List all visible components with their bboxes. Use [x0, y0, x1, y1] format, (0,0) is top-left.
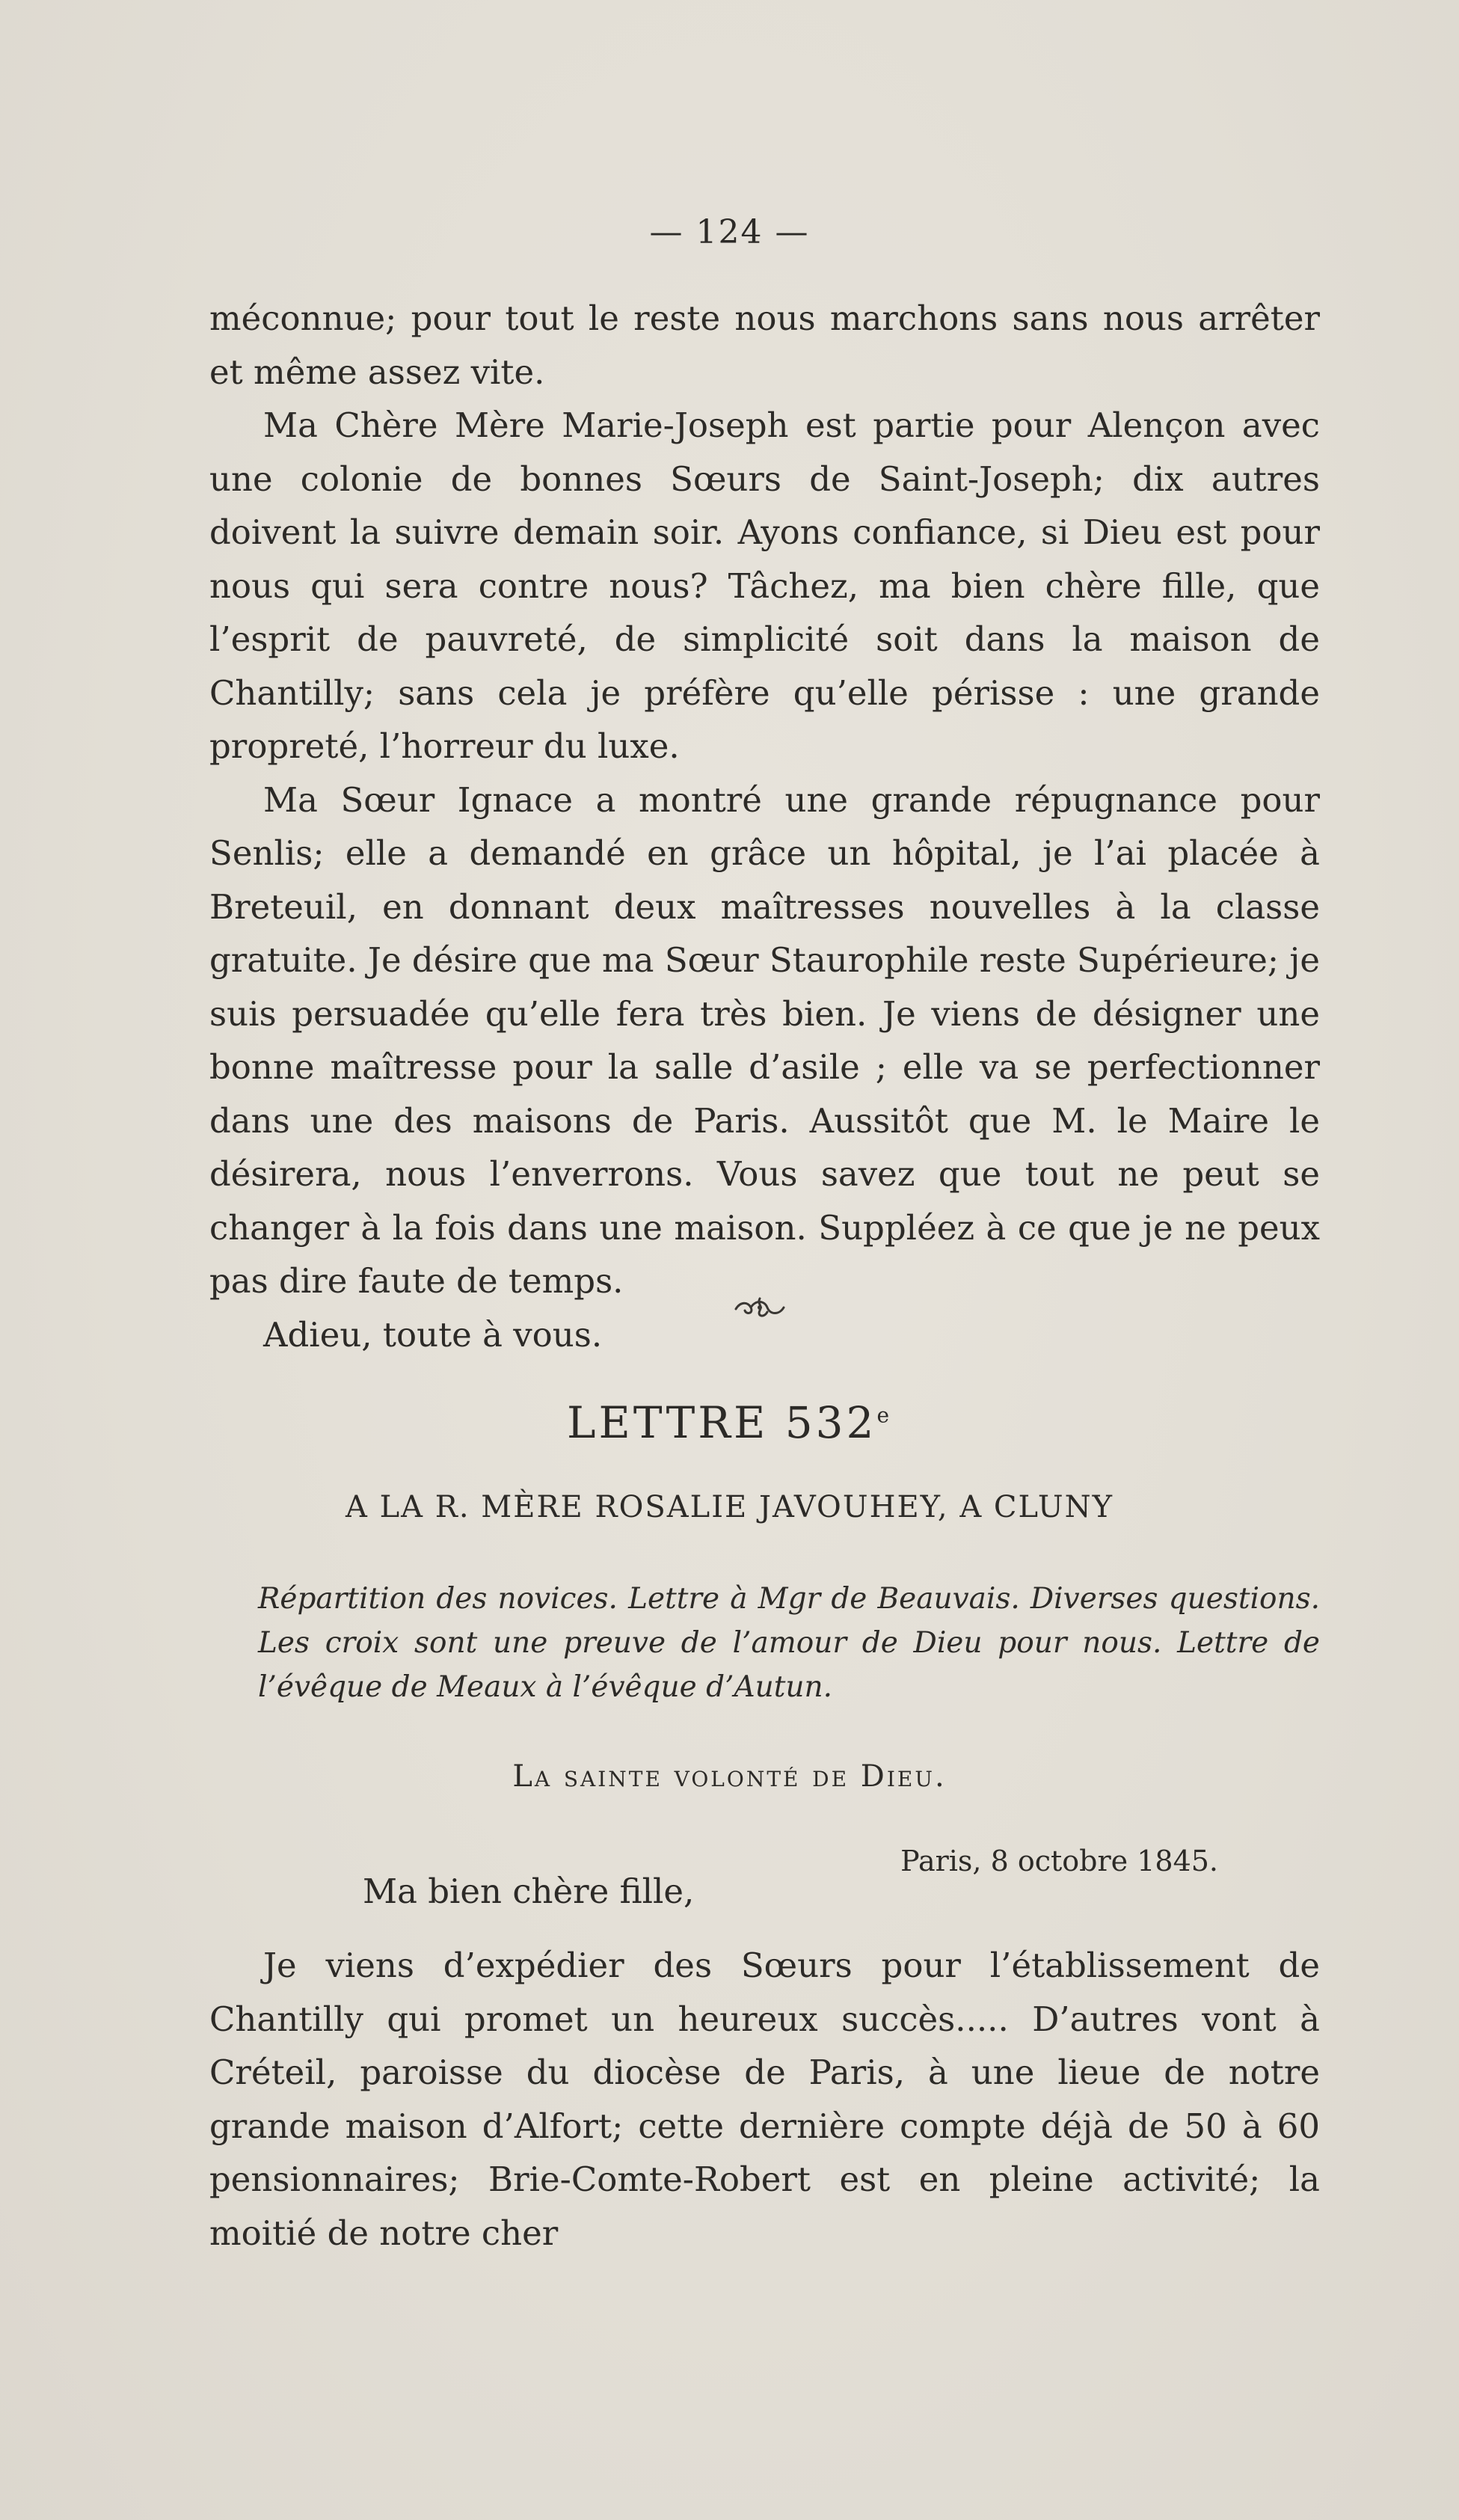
- page-number: — 124 —: [649, 213, 810, 251]
- letter-title-text: LETTRE 532: [566, 1397, 877, 1448]
- fleuron-ornament-icon: [730, 1293, 790, 1322]
- letter-title: [0, 1397, 1459, 1448]
- paragraph: méconnue; pour tout le reste nous marchons sans nous arrêter et même assez vite.: [209, 298, 1320, 392]
- paragraph: Je viens d’expédier des Sœurs pour l’établissement de Chantilly qui promet un heureux succès..... D’autres vont à Créteil, paroisse du diocèse de Paris, à une lieue de notre grande maison d’Alfort; cette dernière compte déjà de 50 à 60 pensionnaires; Brie-Comte-Robert est en pleine activité; la moitié de notre cher: [209, 1946, 1320, 2253]
- letter-motto: La sainte volonté de Dieu.: [512, 1759, 947, 1794]
- paragraph: Adieu, toute à vous.: [263, 1314, 603, 1355]
- letter-summary: Répartition des novices. Lettre à Mgr de Beauvais. Diverses questions. Les croix sont une preuve de l’amour de Dieu pour nous. Lettre de l’évêque de Meaux à l’évêque d’Autun.: [258, 1582, 1320, 1704]
- letter-recipient: A LA R. MÈRE ROSALIE JAVOUHEY, A CLUNY: [345, 1490, 1114, 1524]
- letter-salutation: Ma bien chère fille,: [363, 1871, 695, 1911]
- paragraph: Ma Chère Mère Marie-Joseph est partie pour Alençon avec une colonie de bonnes Sœurs de Saint-Joseph; dix autres doivent la suivre demain soir. Ayons confiance, si Dieu est pour nous qui sera contre nous? Tâchez, ma bien chère fille, que l’esprit de pauvreté, de simplicité soit dans la maison de Chantilly; sans cela je préfère qu’elle périsse : une grande propreté, l’horreur du luxe.: [209, 405, 1320, 766]
- letter-dateline: Paris, 8 octobre 1845.: [900, 1845, 1218, 1877]
- letter-title-suffix: e: [876, 1402, 893, 1428]
- letter-body: [209, 1939, 1320, 2260]
- letter-body-continued: [209, 292, 1320, 1361]
- paragraph: Ma Sœur Ignace a montré une grande répugnance pour Senlis; elle a demandé en grâce un hôpital, je l’ai placée à Breteuil, en donnant deux maîtresses nouvelles à la classe gratuite. Je désire que ma Sœur Staurophile reste Supérieure; je suis persuadée qu’elle fera très bien. Je viens de désigner une bonne maîtresse pour la salle d’asile ; elle va se perfectionner dans une des maisons de Paris. Aussitôt que M. le Maire le désirera, nous l’enverrons. Vous savez que tout ne peut se changer à la fois dans une maison. Suppléez à ce que je ne peux pas dire faute de temps.: [209, 779, 1320, 1301]
